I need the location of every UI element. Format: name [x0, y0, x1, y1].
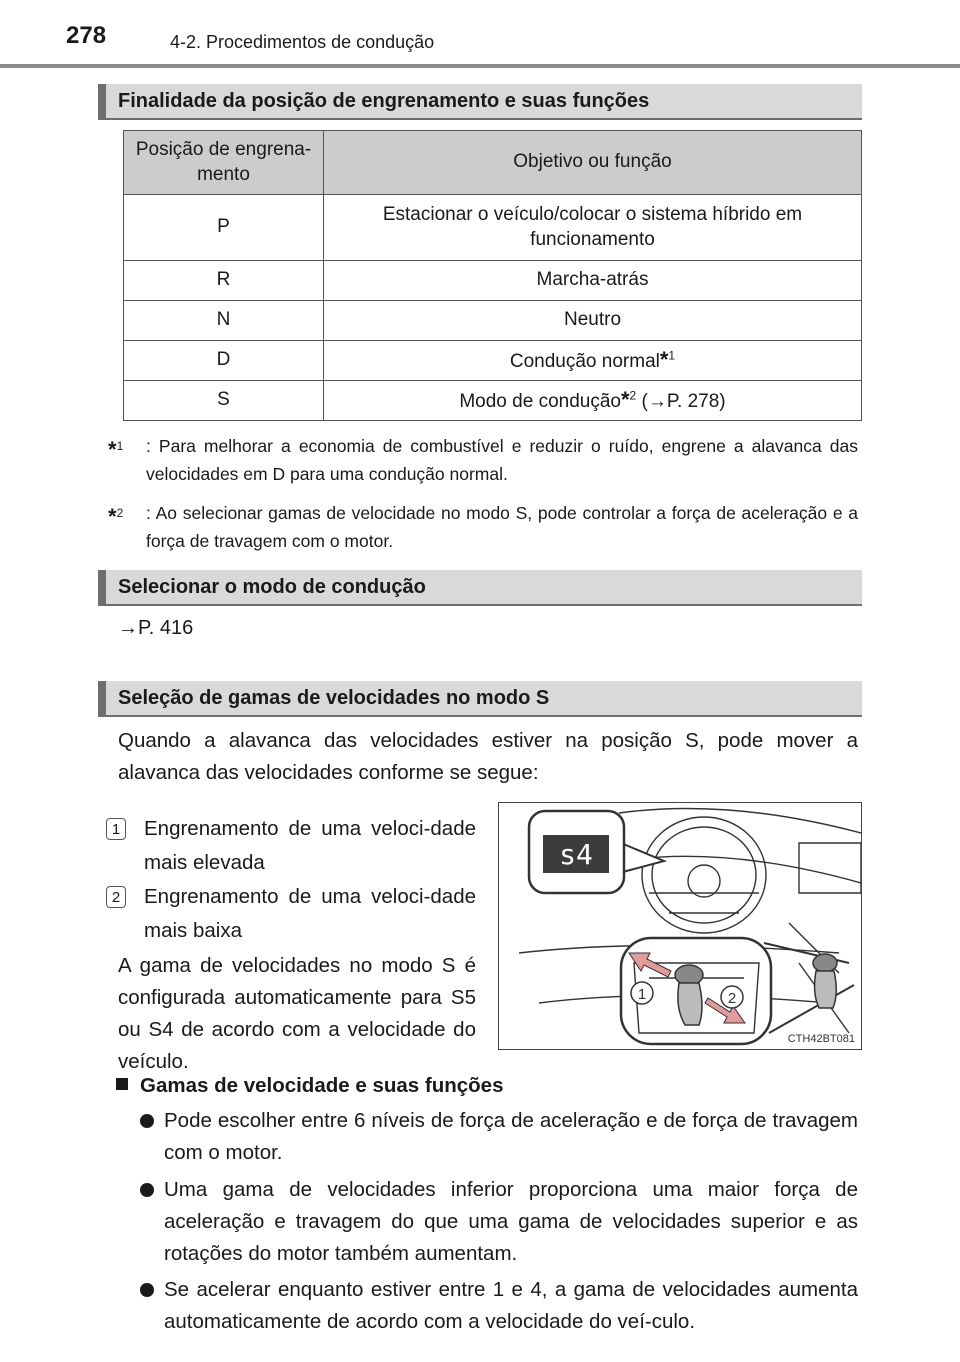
footnote-text: : Ao selecionar gamas de velocidade no modo S, pode controlar a força de aceleração e a força de travagem com o motor.: [146, 503, 858, 551]
table-cell-position: N: [124, 301, 324, 341]
display-text: s4: [559, 838, 593, 871]
section-title: 4-2. Procedimentos de condução: [170, 32, 435, 52]
section-heading-text: Finalidade da posição de engrenamento e suas funções: [118, 90, 650, 112]
callout-2: 2: [727, 990, 737, 1007]
table-cell-position: D: [124, 341, 324, 381]
table-cell-function: [324, 341, 862, 381]
s-mode-auto-paragraph: A gama de velocidades no modo S é configurada automaticamente para S5 ou S4 de acordo com a velocidade do veículo.: [118, 954, 476, 1073]
bullet-text: Uma gama de velocidades inferior proporciona uma maior força de aceleração e travagem do que uma gama de velocidades superior e as rotações do motor também aumentam.: [164, 1178, 858, 1265]
table-cell-function: Marcha-atrás: [324, 261, 862, 301]
table-row: [124, 261, 862, 301]
table-cell-position: R: [124, 261, 324, 301]
table-row: [124, 341, 862, 381]
number-badge: 1: [106, 818, 126, 840]
section-heading-driving-mode: [98, 570, 862, 606]
subsection-heading: [116, 1074, 503, 1098]
footnote-star: *: [620, 387, 630, 413]
table-cell-function: Neutro: [324, 301, 862, 341]
table-cell-position: S: [124, 381, 324, 421]
footnote-star: *: [659, 347, 669, 373]
section-heading-s-mode: [98, 681, 862, 717]
number-badge: 2: [106, 886, 126, 908]
gear-position-table: [123, 130, 862, 421]
table-header-row: [124, 131, 862, 195]
footnote-1: [108, 432, 858, 488]
footnote-star: *: [108, 436, 117, 462]
bullet-dot-icon: [140, 1283, 154, 1297]
cockpit-drawing: [499, 803, 861, 1049]
table-row: [124, 301, 862, 341]
page-number: 278: [66, 22, 107, 49]
list-item-text: Engrenamento de uma veloci-dade mais elevada: [144, 817, 476, 874]
table-cell-function: [324, 381, 862, 421]
footnote-mark: 1: [668, 348, 676, 363]
page-reference-link[interactable]: (→P. 278): [636, 391, 726, 413]
square-bullet-icon: [116, 1078, 128, 1090]
figure-code: CTH42BT081: [787, 1033, 855, 1045]
section-heading-gear-positions: [98, 84, 862, 120]
table-header-position: Posição de engrena-mento: [124, 131, 324, 195]
bullet-text: Se acelerar enquanto estiver entre 1 e 4, a gama de velocidades aumenta automaticamente de acordo com a velocidade do veí-culo.: [164, 1278, 858, 1333]
bullet-item: [140, 1274, 858, 1338]
header-rule: [0, 64, 960, 68]
list-item-upshift: [106, 812, 476, 880]
subsection-heading-text: Gamas de velocidade e suas funções: [140, 1074, 504, 1097]
table-row: [124, 381, 862, 421]
table-header-function: Objetivo ou função: [324, 131, 862, 195]
table-cell-function: Estacionar o veículo/colocar o sistema híbrido em funcionamento: [324, 195, 862, 261]
s-mode-intro: Quando a alavanca das velocidades estiver na posição S, pode mover a alavanca das velocidades conforme se segue:: [118, 729, 858, 784]
section-heading-text: Seleção de gamas de velocidades no modo S: [118, 687, 550, 709]
bullet-item: [140, 1174, 858, 1270]
callout-1: 1: [637, 986, 647, 1003]
function-text: Modo de condução: [459, 391, 621, 413]
section-heading-text: Selecionar o modo de condução: [118, 576, 426, 598]
table-cell-position: P: [124, 195, 324, 261]
footnote-2: [108, 499, 858, 555]
shift-lever-illustration: [498, 802, 862, 1050]
bullet-item: [140, 1105, 858, 1169]
footnote-mark: 1: [116, 439, 124, 453]
bullet-text: Pode escolher entre 6 níveis de força de aceleração e de força de travagem com o motor.: [164, 1109, 858, 1164]
footnote-text: : Para melhorar a economia de combustível e reduzir o ruído, engrene a alavanca das velocidades em D para uma condução normal.: [146, 436, 858, 484]
list-item-text: Engrenamento de uma veloci-dade mais baixa: [144, 885, 476, 942]
table-row: [124, 195, 862, 261]
footnote-mark: 2: [116, 506, 124, 520]
footnote-mark: 2: [629, 388, 637, 403]
footnote-star: *: [108, 503, 117, 529]
bullet-dot-icon: [140, 1183, 154, 1197]
page-reference-link[interactable]: →P. 416: [118, 617, 194, 639]
function-text: Condução normal: [509, 351, 660, 373]
page-header: [0, 0, 960, 70]
list-item-downshift: [106, 880, 476, 948]
bullet-dot-icon: [140, 1114, 154, 1128]
